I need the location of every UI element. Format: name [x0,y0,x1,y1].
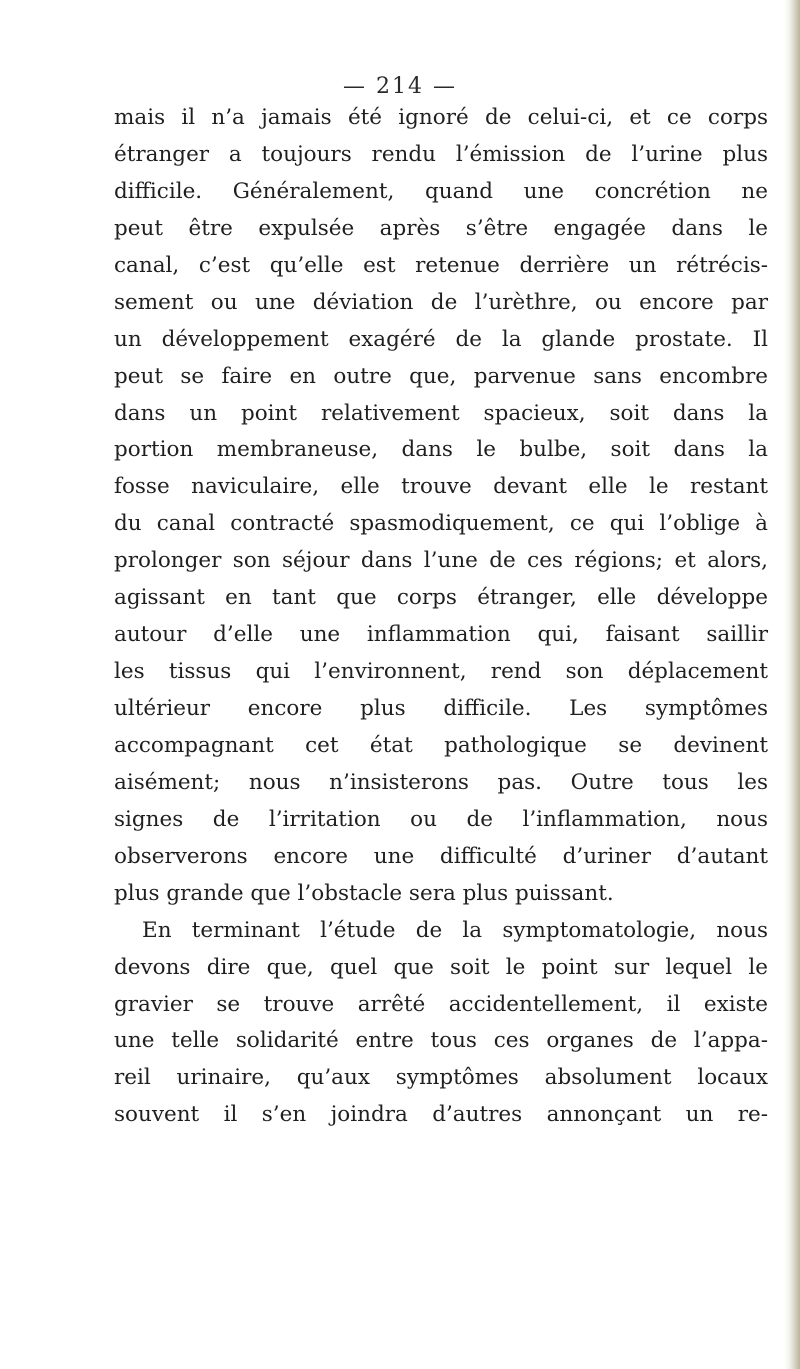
text-line: fosse naviculaire, elle trouve devant elle le restant [114,474,768,500]
text-line: canal, c’est qu’elle est retenue derrière un rétrécis- [114,252,768,278]
text-line: portion membraneuse, dans le bulbe, soit dans la [114,437,768,463]
text-line: du canal contracté spasmodiquement, ce qui l’oblige à [114,511,768,537]
text-line: devons dire que, quel que soit le point sur lequel le [114,954,768,980]
text-line: prolonger son séjour dans l’une de ces régions; et alors, [114,548,768,574]
text-line: étranger a toujours rendu l’émission de l’urine plus [114,141,768,167]
body-text [114,100,768,1134]
text-line: mais il n’a jamais été ignoré de celui-ci, et ce corps [114,105,768,130]
text-line: plus grande que l’obstacle sera plus puissant. [114,880,614,906]
page-edge-shadow [784,0,800,1369]
text-line: reil urinaire, qu’aux symptômes absolument locaux [114,1065,768,1091]
text-line: observerons encore une difficulté d’uriner d’autant [114,843,768,869]
text-line: aisément; nous n’insisterons pas. Outre tous les [114,769,768,795]
text-line-paragraph-start: En terminant l’étude de la symptomatologie, nous [142,917,768,943]
text-line: souvent il s’en joindra d’autres annonçant un re- [114,1102,768,1128]
text-line: peut se faire en outre que, parvenue sans encombre [114,363,768,389]
text-line: un développement exagéré de la glande prostate. Il [114,326,768,352]
page-number: — 214 — [343,74,457,99]
text-line: gravier se trouve arrêté accidentellement, il existe [114,991,768,1017]
text-line: sement ou une déviation de l’urèthre, ou encore par [114,289,768,315]
text-line: dans un point relativement spacieux, soit dans la [114,400,768,426]
text-line: agissant en tant que corps étranger, elle développe [114,585,768,611]
text-line: accompagnant cet état pathologique se devinent [114,732,768,758]
text-line: autour d’elle une inflammation qui, faisant saillir [114,622,768,648]
text-line: ultérieur encore plus difficile. Les symptômes [114,696,768,721]
text-line: une telle solidarité entre tous ces organes de l’appa- [114,1028,768,1054]
text-line: peut être expulsée après s’être engagée dans le [114,215,768,241]
text-line: signes de l’irritation ou de l’inflammation, nous [114,806,768,832]
text-line: difficile. Généralement, quand une concrétion ne [114,178,768,204]
text-line: les tissus qui l’environnent, rend son déplacement [114,659,768,685]
